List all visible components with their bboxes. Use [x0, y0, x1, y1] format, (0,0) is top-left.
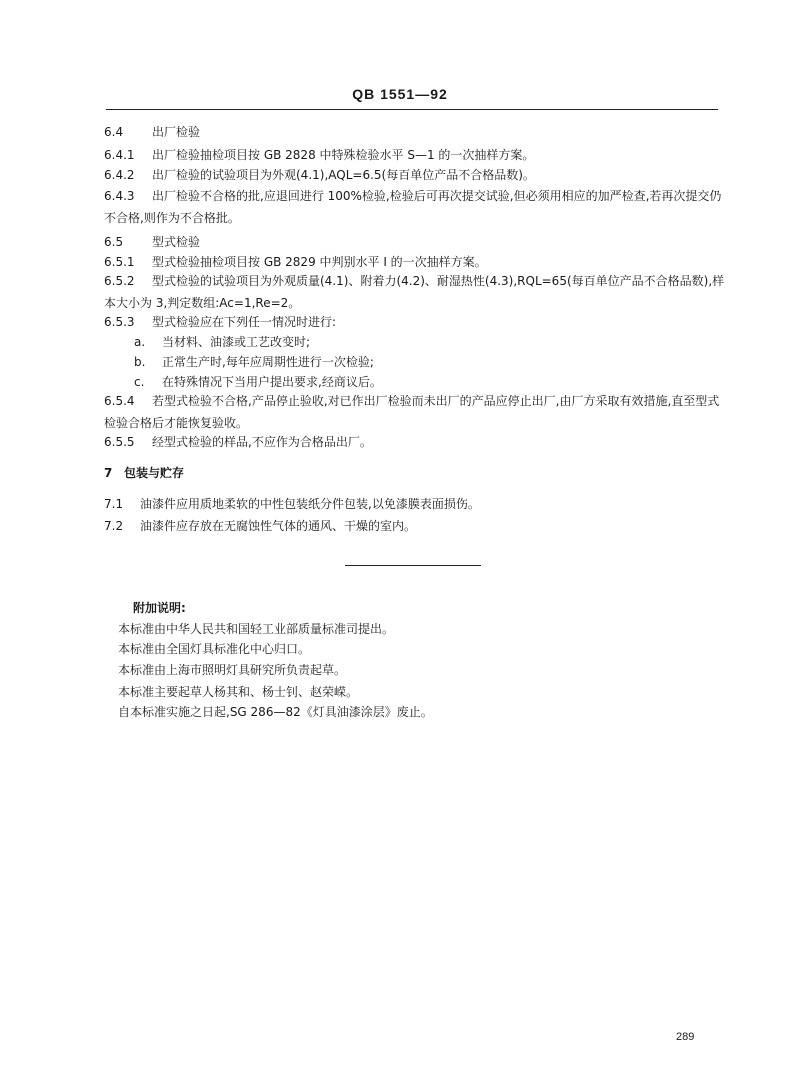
section-6-5	[104, 233, 726, 251]
clause-number: 6.5.4	[104, 394, 135, 408]
clause-6-5-5	[104, 433, 726, 451]
clause-number: 6.5.5	[104, 435, 135, 449]
clause-6-4-1	[104, 146, 726, 164]
clause-number: 7.1	[104, 497, 124, 511]
list-item-label: b.	[134, 355, 146, 369]
clause-text: 油漆件应存放在无腐蚀性气体的通风、干燥的室内。	[140, 519, 417, 533]
list-item-c	[134, 373, 382, 391]
clause-text: 油漆件应用质地柔软的中性包装纸分件包装,以免漆膜表面损伤。	[140, 497, 480, 511]
clause-text: 出厂检验抽检项目按 GB 2828 中特殊检验水平 S—1 的一次抽样方案。	[152, 148, 535, 162]
clause-6-5-2	[104, 270, 726, 314]
list-item-text: 正常生产时,每年应周期性进行一次检验;	[162, 355, 374, 369]
clause-7-2	[104, 517, 726, 535]
clause-text: 型式检验的试验项目为外观质量(4.1)、附着力(4.2)、耐湿热性(4.3),RQL=65(每百单位产品不合格品数),样本大小为 3,判定数组:Ac=1,Re=2。	[104, 274, 725, 310]
section-title: 包装与贮存	[124, 466, 185, 480]
clause-number: 6.5.3	[104, 315, 135, 329]
clause-6-4-3	[104, 185, 726, 229]
section-title: 型式检验	[152, 235, 201, 249]
section-number: 7	[104, 466, 113, 480]
clause-6-5-3	[104, 313, 726, 331]
clause-number: 6.4.2	[104, 168, 135, 182]
note-line: 本标准由上海市照明灯具研究所负责起草。	[118, 663, 347, 677]
list-item-label: a.	[134, 335, 146, 349]
list-item-b	[134, 353, 374, 371]
standard-code: QB 1551—92	[352, 86, 448, 102]
clause-text: 型式检验应在下列任一情况时进行:	[152, 315, 337, 329]
clause-6-5-4	[104, 390, 726, 434]
list-item-label: c.	[134, 375, 145, 389]
clause-number: 6.5.1	[104, 255, 135, 269]
clause-6-5-1	[104, 253, 726, 271]
list-item-text: 当材料、油漆或工艺改变时;	[162, 335, 311, 349]
section-title: 出厂检验	[152, 125, 201, 139]
note-line: 自本标准实施之日起,SG 286—82《灯具油漆涂层》废止。	[118, 705, 433, 719]
header-rule	[106, 109, 718, 110]
clause-number: 7.2	[104, 519, 124, 533]
clause-number: 6.5.2	[104, 274, 135, 288]
list-item-a	[134, 333, 310, 351]
additional-notes-title: 附加说明:	[133, 601, 186, 615]
clause-number: 6.4.1	[104, 148, 135, 162]
clause-6-4-2	[104, 166, 726, 184]
section-6-4	[104, 123, 726, 141]
section-7	[104, 464, 726, 482]
clause-number: 6.4.3	[104, 189, 135, 203]
section-number: 6.5	[104, 235, 124, 249]
clause-text: 出厂检验的试验项目为外观(4.1),AQL=6.5(每百单位产品不合格品数)。	[152, 168, 535, 182]
note-line: 本标准主要起草人杨其和、杨士钊、赵荣嵘。	[118, 685, 359, 699]
clause-text: 若型式检验不合格,产品停止验收,对已作出厂检验而未出厂的产品应停止出厂,由厂方采取有效措施,直至型式检验合格后才能恢复验收。	[104, 394, 720, 430]
clause-text: 经型式检验的样品,不应作为合格品出厂。	[152, 435, 372, 449]
end-divider	[345, 565, 481, 566]
note-line: 本标准由中华人民共和国轻工业部质量标准司提出。	[118, 622, 395, 636]
page-number: 289	[676, 1031, 695, 1043]
clause-text: 出厂检验不合格的批,应退回进行 100%检验,检验后可再次提交试验,但必须用相应的加严检查,若再次提交仍不合格,则作为不合格批。	[104, 189, 722, 225]
section-number: 6.4	[104, 125, 124, 139]
list-item-text: 在特殊情况下当用户提出要求,经商议后。	[162, 375, 382, 389]
clause-text: 型式检验抽检项目按 GB 2829 中判别水平 I 的一次抽样方案。	[152, 255, 487, 269]
clause-7-1	[104, 495, 726, 513]
note-line: 本标准由全国灯具标准化中心归口。	[118, 642, 311, 656]
